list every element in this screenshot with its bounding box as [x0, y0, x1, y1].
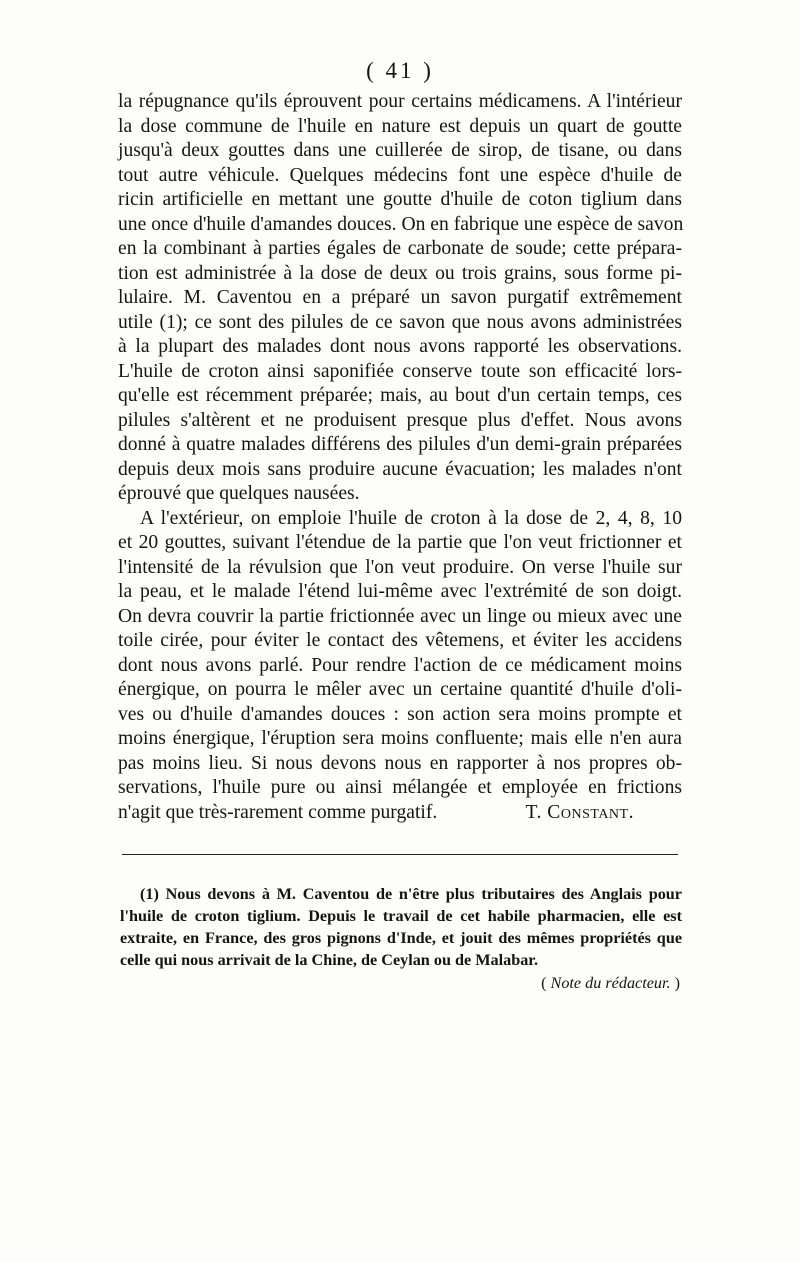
- text-line: On devra couvrir la partie frictionnée avec un linge ou mieux avec une: [118, 605, 682, 627]
- text-line: moins énergique, l'éruption sera moins confluente; mais elle n'en aura: [118, 728, 682, 749]
- footnote-line: (1) Nous devons à M. Caventou de n'être plus tributaires des Anglais pour: [140, 885, 682, 903]
- text-line: L'huile de croton ainsi saponifiée conserve toute son efficacité lors-: [118, 360, 682, 382]
- text-line: ves ou d'huile d'amandes douces : son action sera moins prompte et: [118, 703, 682, 725]
- text-line: A l'extérieur, on emploie l'huile de croton à la dose de 2, 4, 8, 10: [140, 507, 682, 529]
- text-line: tout autre véhicule. Quelques médecins font une espèce d'huile de: [118, 164, 682, 186]
- text-line: dont nous avons parlé. Pour rendre l'action de ce médicament moins: [118, 654, 682, 676]
- text-line: en la combinant à parties égales de carbonate de soude; cette prépara-: [118, 238, 682, 259]
- footnote-line: celle qui nous arrivait de la Chine, de Ceylan ou de Malabar.: [120, 951, 539, 969]
- editor-note-open: (: [541, 974, 551, 992]
- page-number: ( 41 ): [366, 58, 434, 83]
- text-line: utile (1); ce sont des pilules de ce savon que nous avons administrées: [118, 311, 682, 333]
- text-line: la dose commune de l'huile en nature est depuis un quart de goutte: [118, 115, 682, 137]
- text-line: ricin artificielle en mettant une goutte d'huile de coton tiglium dans: [118, 189, 682, 210]
- text-line: toile cirée, pour éviter le contact des vêtemens, et éviter les accidens: [118, 630, 682, 651]
- closing-line: [118, 801, 682, 826]
- text-line: depuis deux mois sans produire aucune évacuation; les malades n'ont: [118, 458, 682, 480]
- text-line: jusqu'à deux gouttes dans une cuillerée de sirop, de tisane, ou dans: [118, 140, 682, 161]
- footnote-line: extraite, en France, des gros pignons d'Inde, et jouit des mêmes propriétés que: [120, 929, 682, 947]
- text-line: une once d'huile d'amandes douces. On en fabrique une espèce de savon: [118, 213, 684, 235]
- editor-note-close: ): [670, 974, 680, 992]
- editor-note: [120, 971, 682, 995]
- text-line: donné à quatre malades différens des pilules d'un demi-grain préparées: [118, 434, 682, 455]
- text-line: énergique, on pourra le mêler avec un certaine quantité d'huile d'oli-: [118, 679, 682, 700]
- author-signature: T. Constant.: [525, 801, 634, 823]
- editor-note-text: Note du rédacteur.: [550, 974, 671, 992]
- text-line: la peau, et le malade l'étend lui-même avec l'extrémité de son doigt.: [118, 581, 682, 602]
- text-line: pas moins lieu. Si nous devons nous en rapporter à nos propres ob-: [118, 752, 682, 774]
- text-line: éprouvé que quelques nausées.: [118, 483, 360, 504]
- closing-text: n'agit que très-rarement comme purgatif.: [118, 801, 438, 823]
- text-line: lulaire. M. Caventou en a préparé un savon purgatif extrêmement: [118, 287, 682, 308]
- text-line: la répugnance qu'ils éprouvent pour certains médicamens. A l'intérieur: [118, 91, 682, 112]
- text-line: à la plupart des malades dont nous avons rapporté les observations.: [118, 336, 682, 357]
- text-line: qu'elle est récemment préparée; mais, au bout d'un certain temps, ces: [118, 385, 682, 406]
- text-line: l'intensité de la révulsion que l'on veut produire. On verse l'huile sur: [118, 556, 682, 578]
- text-line: pilules s'altèrent et ne produisent presque plus d'effet. Nous avons: [118, 409, 682, 431]
- text-line: tion est administrée à la dose de deux ou trois grains, sous forme pi-: [118, 262, 682, 284]
- text-line: et 20 gouttes, suivant l'étendue de la partie que l'on veut frictionner et: [118, 532, 682, 553]
- footnote-block: [120, 883, 682, 995]
- text-line: servations, l'huile pure ou ainsi mélangée et employée en frictions: [118, 777, 682, 798]
- footnote-divider: [122, 854, 678, 855]
- footnote-line: l'huile de croton tiglium. Depuis le travail de cet habile pharmacien, elle est: [120, 907, 682, 925]
- main-text-block: [118, 90, 682, 825]
